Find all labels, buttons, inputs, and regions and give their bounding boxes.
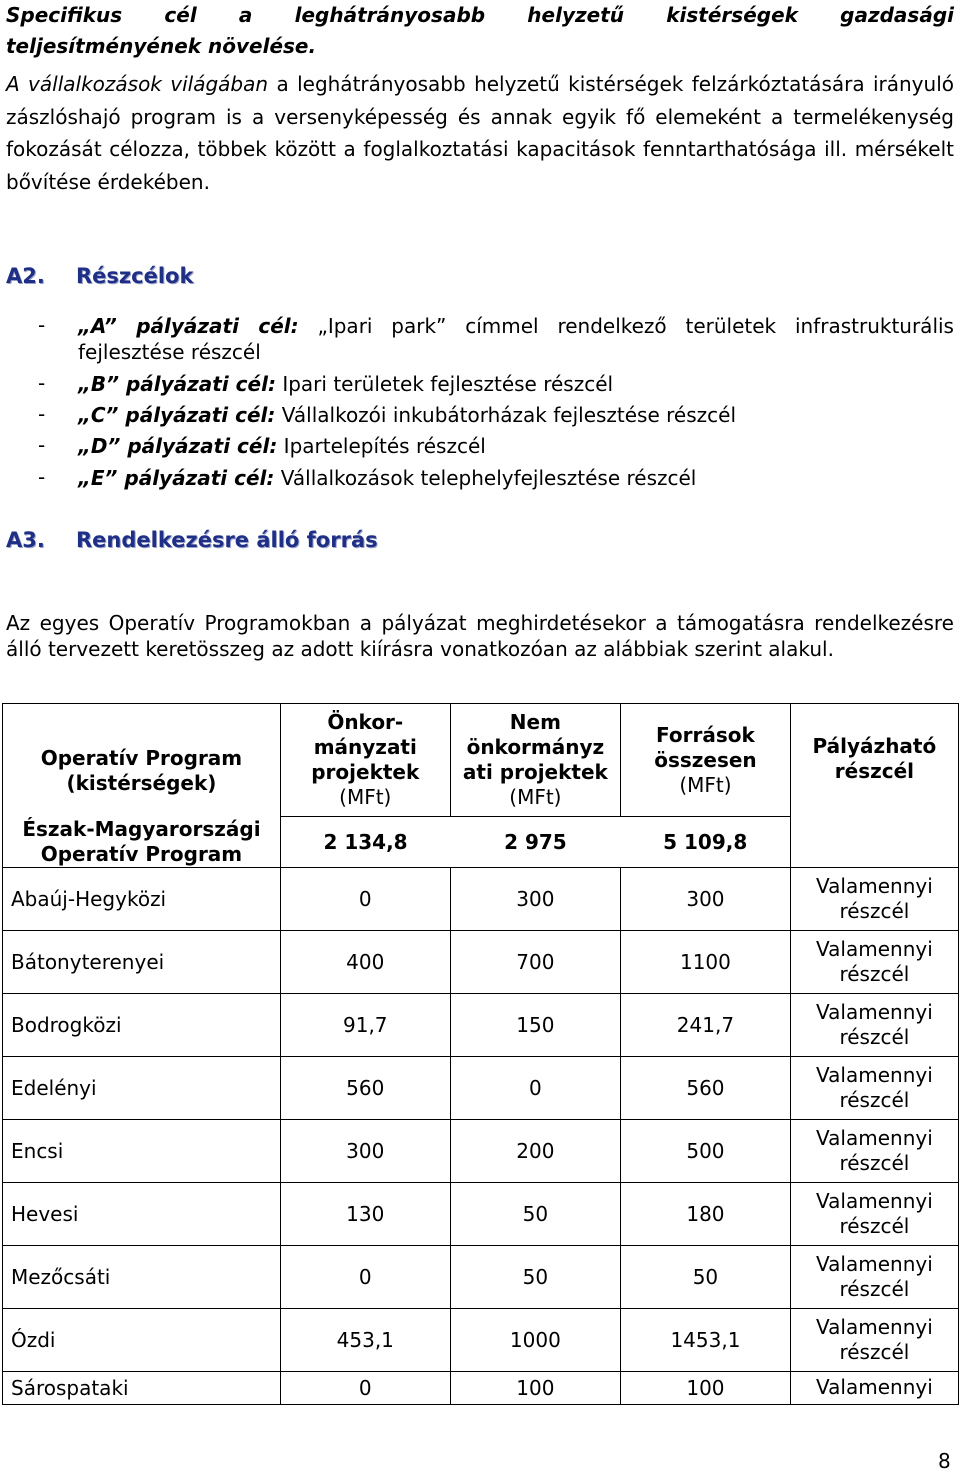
intro-paragraph-rest: a leghátrányosabb helyzetű kistérségek felzárkóztatására irányuló zászlóshajó program is a versenyképesség és annak egyik fő elemeként a termelékenység fokozását célozza, többek között a foglalkoztatási kapacitások fenntarthatósága ill. mérsékelt bővítése érdekében.	[6, 72, 954, 194]
intro-title-line2: teljesítményének növelése.	[6, 34, 317, 58]
total-onk: 2 134,8	[280, 817, 450, 868]
header-forr-line1: Források	[656, 722, 755, 747]
table-row	[3, 930, 959, 993]
header-forr-line2: összesen	[654, 747, 757, 772]
row-onk: 300	[280, 1119, 450, 1182]
total-sum: 5 109,8	[621, 817, 791, 868]
total-name-line2: Operatív Program	[40, 841, 243, 866]
header-program	[3, 704, 281, 817]
row-pal-line2: részcél	[839, 1087, 910, 1112]
section-number: A3.	[6, 528, 45, 552]
header-onk-unit: (MFt)	[339, 785, 392, 809]
row-onk: 91,7	[280, 993, 450, 1056]
list-item-body	[78, 433, 954, 459]
subgoal-label: „E” pályázati cél:	[78, 466, 275, 490]
section-heading-a2	[6, 264, 193, 288]
row-onk: 0	[280, 867, 450, 930]
row-name: Hevesi	[3, 1182, 281, 1245]
row-name: Sárospataki	[3, 1371, 281, 1404]
subgoal-text: „Ipari park” címmel rendelkező területek infrastrukturális fejlesztése részcél	[78, 314, 954, 364]
row-pal-line2: részcél	[839, 1213, 910, 1238]
row-name: Mezőcsáti	[3, 1245, 281, 1308]
row-pal-line2: részcél	[839, 898, 910, 923]
header-nem-onkormanyzati	[450, 704, 620, 817]
row-nem: 200	[450, 1119, 620, 1182]
table-row	[3, 1119, 959, 1182]
total-name	[3, 817, 281, 868]
row-sum: 1453,1	[621, 1308, 791, 1371]
row-pal-line1: Valamennyi	[816, 1188, 933, 1213]
funding-table	[2, 703, 959, 1405]
list-dash: -	[38, 402, 46, 426]
subgoal-label: „D” pályázati cél:	[78, 434, 278, 458]
row-sum: 241,7	[621, 993, 791, 1056]
row-sum: 1100	[621, 930, 791, 993]
header-nem-line3: ati projektek	[462, 760, 608, 784]
header-forr-unit: (MFt)	[679, 772, 732, 797]
list-dash: -	[38, 313, 46, 337]
row-pal-line1: Valamennyi	[816, 1125, 933, 1150]
row-palyazhato	[790, 993, 958, 1056]
row-nem: 50	[450, 1182, 620, 1245]
row-name: Edelényi	[3, 1056, 281, 1119]
header-onkormanyzati	[280, 704, 450, 817]
row-sum: 300	[621, 867, 791, 930]
row-nem: 50	[450, 1245, 620, 1308]
subgoal-text: Ipartelepítés részcél	[277, 434, 486, 458]
header-palyazhato	[790, 704, 958, 868]
header-onk-line3: projektek	[311, 760, 420, 784]
row-pal-line1: Valamennyi	[816, 1314, 933, 1339]
row-pal-line2: részcél	[839, 1150, 910, 1175]
subgoal-label: „C” pályázati cél:	[78, 403, 276, 427]
row-nem: 700	[450, 930, 620, 993]
row-name: Abaúj-Hegyközi	[3, 867, 281, 930]
row-onk: 0	[280, 1371, 450, 1404]
row-sum: 50	[621, 1245, 791, 1308]
header-onk-line2: mányzati	[313, 735, 417, 759]
row-sum: 560	[621, 1056, 791, 1119]
row-palyazhato	[790, 930, 958, 993]
row-pal-line2: részcél	[839, 1339, 910, 1364]
list-item-body	[78, 313, 954, 365]
table-row	[3, 1245, 959, 1308]
table-row	[3, 1182, 959, 1245]
row-nem: 300	[450, 867, 620, 930]
table-header-row	[3, 704, 959, 817]
row-nem: 150	[450, 993, 620, 1056]
row-pal-line1: Valamennyi	[816, 873, 933, 898]
total-name-line1: Észak-Magyarországi	[22, 816, 261, 841]
row-pal-line1: Valamennyi	[816, 1375, 933, 1399]
row-onk: 0	[280, 1245, 450, 1308]
row-palyazhato	[790, 1308, 958, 1371]
row-palyazhato	[790, 1245, 958, 1308]
header-forrasok	[621, 704, 791, 817]
row-palyazhato	[790, 867, 958, 930]
table-row	[3, 1056, 959, 1119]
row-palyazhato	[790, 1182, 958, 1245]
row-name: Ózdi	[3, 1308, 281, 1371]
list-dash: -	[38, 371, 46, 395]
table-row	[3, 867, 959, 930]
header-onk-line1: Önkor-	[327, 710, 404, 734]
section-title: Rendelkezésre álló forrás	[76, 528, 378, 552]
subgoal-text: Ipari területek fejlesztése részcél	[275, 372, 614, 396]
list-item-body	[78, 371, 954, 397]
header-nem-line2: önkormányz	[466, 735, 605, 759]
row-pal-line1: Valamennyi	[816, 1062, 933, 1087]
section-heading-a3	[6, 528, 378, 552]
header-pal-line1: Pályázható	[812, 734, 937, 758]
row-palyazhato	[790, 1119, 958, 1182]
table-row	[3, 993, 959, 1056]
header-pal-line2: részcél	[834, 759, 915, 783]
row-palyazhato	[790, 1371, 958, 1404]
list-dash: -	[38, 433, 46, 457]
row-pal-line2: részcél	[839, 1276, 910, 1301]
row-onk: 453,1	[280, 1308, 450, 1371]
list-item-body	[78, 402, 954, 428]
row-pal-line2: részcél	[839, 961, 910, 986]
table-row	[3, 1371, 959, 1404]
section-number: A2.	[6, 264, 45, 288]
row-name: Bátonyterenyei	[3, 930, 281, 993]
table-row	[3, 1308, 959, 1371]
funding-paragraph: Az egyes Operatív Programokban a pályázat meghirdetésekor a támogatásra rendelkezésre álló tervezett keretösszeg az adott kiírásra vonatkozóan az alábbiak szerint alakul.	[6, 611, 954, 661]
row-sum: 500	[621, 1119, 791, 1182]
header-nem-unit: (MFt)	[509, 785, 562, 809]
row-onk: 560	[280, 1056, 450, 1119]
row-name: Bodrogközi	[3, 993, 281, 1056]
row-onk: 130	[280, 1182, 450, 1245]
row-nem: 1000	[450, 1308, 620, 1371]
row-onk: 400	[280, 930, 450, 993]
list-dash: -	[38, 465, 46, 489]
row-pal-line1: Valamennyi	[816, 936, 933, 961]
header-nem-line1: Nem	[509, 710, 561, 734]
intro-paragraph	[6, 68, 954, 198]
intro-title	[6, 0, 954, 62]
row-pal-line1: Valamennyi	[816, 1251, 933, 1276]
row-sum: 100	[621, 1371, 791, 1404]
row-sum: 180	[621, 1182, 791, 1245]
intro-italic-phrase: A vállalkozások világában	[6, 72, 269, 96]
row-nem: 100	[450, 1371, 620, 1404]
row-palyazhato	[790, 1056, 958, 1119]
subgoal-text: Vállalkozói inkubátorházak fejlesztése részcél	[275, 403, 737, 427]
row-pal-line1: Valamennyi	[816, 999, 933, 1024]
intro-title-line1: Specifikus cél a leghátrányosabb helyzetű kistérségek gazdasági	[6, 3, 954, 27]
subgoal-label: „A” pályázati cél:	[78, 314, 299, 338]
subgoal-label: „B” pályázati cél:	[78, 372, 276, 396]
row-pal-line2: részcél	[839, 1024, 910, 1049]
total-nem: 2 975	[450, 817, 620, 868]
row-nem: 0	[450, 1056, 620, 1119]
list-item-body	[78, 465, 954, 491]
section-title: Részcélok	[76, 264, 194, 288]
page-number: 8	[938, 1449, 951, 1473]
subgoal-text: Vállalkozások telephelyfejlesztése részcél	[274, 466, 697, 490]
row-name: Encsi	[3, 1119, 281, 1182]
header-program-text: Operatív Program (kistérségek)	[40, 746, 243, 796]
